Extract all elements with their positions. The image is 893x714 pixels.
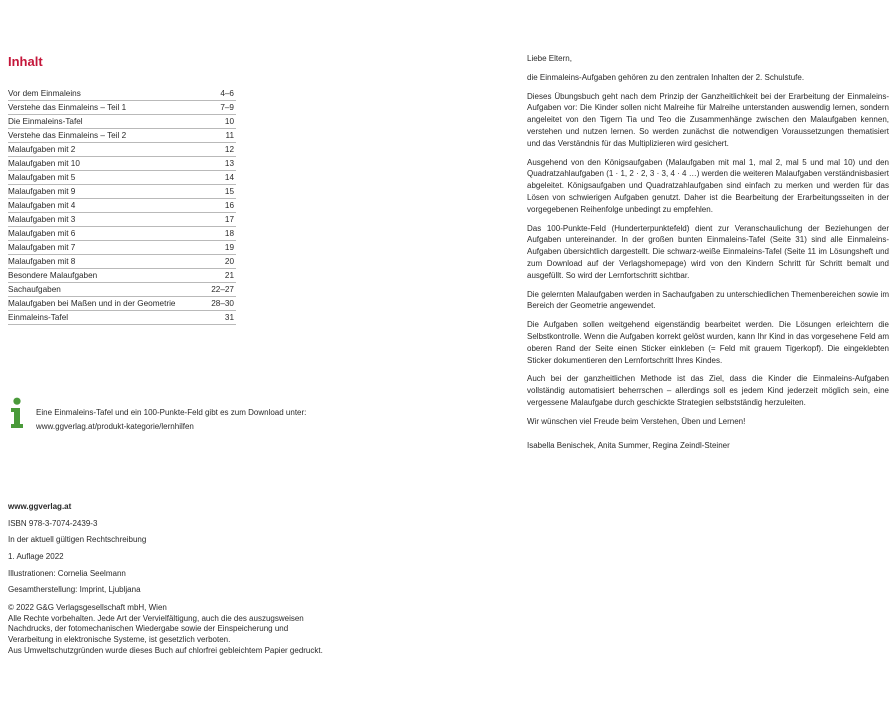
toc-entry-label: Malaufgaben mit 7	[8, 243, 76, 252]
toc-entry	[8, 143, 236, 157]
download-info-line1: Eine Einmaleins-Tafel und ein 100-Punkte-Feld gibt es zum Download unter:	[36, 408, 307, 417]
table-of-contents	[8, 87, 236, 325]
toc-entry-label: Malaufgaben mit 5	[8, 173, 76, 182]
copyright-line: Aus Umweltschutzgründen wurde dieses Buch auf chlorfrei gebleichtem Papier gedruckt.	[8, 645, 323, 655]
toc-entry-page: 20	[224, 257, 234, 266]
publisher-website[interactable]: www.ggverlag.at	[8, 502, 72, 511]
download-url[interactable]: www.ggverlag.at/produkt-kategorie/lernhilfen	[36, 421, 194, 431]
toc-entry-page: 28–30	[211, 299, 234, 308]
toc-entry	[8, 283, 236, 297]
toc-entry-page: 7–9	[220, 103, 234, 112]
toc-entry	[8, 185, 236, 199]
toc-entry-label: Vor dem Einmaleins	[8, 89, 81, 98]
toc-entry-label: Einmaleins-Tafel	[8, 313, 69, 322]
toc-entry-label: Malaufgaben mit 10	[8, 159, 80, 168]
toc-entry-label: Sachaufgaben	[8, 285, 61, 294]
spelling-note: In der aktuell gültigen Rechtschreibung	[8, 535, 147, 545]
toc-entry-page: 14	[224, 173, 234, 182]
toc-entry-page: 17	[224, 215, 234, 224]
toc-entry	[8, 269, 236, 283]
illustrations-credit: Illustrationen: Cornelia Seelmann	[8, 568, 126, 578]
toc-entry-label: Die Einmaleins-Tafel	[8, 117, 83, 126]
toc-entry	[8, 297, 236, 311]
toc-entry-page: 16	[224, 201, 234, 210]
copyright-line: Verarbeitung in elektronische Systeme, ist gesetzlich verboten.	[8, 634, 231, 644]
letter-closing: Wir wünschen viel Freude beim Verstehen, Üben und Lernen!	[527, 416, 746, 426]
copyright-line: Alle Rechte vorbehalten. Jede Art der Vervielfältigung, auch die des auszugsweisen	[8, 613, 304, 623]
toc-entry-page: 11	[225, 131, 234, 140]
toc-entry	[8, 227, 236, 241]
toc-entry-page: 19	[224, 243, 234, 252]
toc-entry	[8, 255, 236, 269]
parents-letter	[527, 53, 889, 458]
toc-entry-label: Malaufgaben mit 6	[8, 229, 76, 238]
isbn: ISBN 978-3-7074-2439-3	[8, 518, 98, 528]
toc-entry-page: 13	[224, 159, 234, 168]
toc-entry-page: 22–27	[211, 285, 234, 294]
toc-entry-page: 15	[224, 187, 234, 196]
letter-paragraph: die Einmaleins-Aufgaben gehören zu den zentralen Inhalten der 2. Schulstufe.	[527, 72, 805, 82]
toc-entry-label: Verstehe das Einmaleins – Teil 1	[8, 103, 127, 112]
toc-entry	[8, 171, 236, 185]
letter-paragraph: Die gelernten Malaufgaben werden in Sachaufgaben zu unterschiedlichen Themenbereichen sowie im Bereich der Geometrie angewendet.	[527, 289, 889, 311]
toc-entry	[8, 129, 236, 143]
toc-entry	[8, 311, 236, 325]
toc-entry-label: Malaufgaben mit 4	[8, 201, 76, 210]
toc-entry	[8, 157, 236, 171]
letter-paragraph: Ausgehend von den Königsaufgaben (Malaufgaben mit mal 1, mal 2, mal 5 und mal 10) und den Quadratzahlaufgaben (1 · 1, 2 · 2, 3 · 3, 4 · 4 …) werden die weiteren Malaufgaben verständnisbasiert abgeleitet. Königsaufgaben und Quadratzahlaufgaben sind einfach zu merken und werden für das Lösen von schwierigen Aufgaben genutzt. Daher ist die Bearbeitung der Erarbeitungsseiten in der vorgegebenen Reihenfolge unbedingt zu empfehlen.	[527, 157, 889, 214]
toc-entry-label: Malaufgaben bei Maßen und in der Geometrie	[8, 299, 176, 308]
toc-entry	[8, 87, 236, 101]
download-info-text	[36, 406, 376, 433]
toc-entry-page: 12	[224, 145, 234, 154]
toc-entry-page: 4–6	[220, 89, 234, 98]
copyright-notice	[8, 603, 388, 656]
toc-entry-label: Besondere Malaufgaben	[8, 271, 98, 280]
letter-paragraph: Das 100-Punkte-Feld (Hunderterpunktefeld) dient zur Veranschaulichung der Beziehungen der Aufgaben untereinander. In der großen bunten Einmaleins-Tafel (Seite 31) sind alle Einmaleins-Aufgaben übersichtlich dargestellt. Die schwarz-weiße Einmaleins-Tafel (Seite 11 im Lösungsheft und zum Download auf der Verlagshomepage) wird von den Kindern Schritt für Schritt bemalt und ausgefüllt. So wird der Lernfortschritt sichtbar.	[527, 223, 889, 280]
letter-greeting: Liebe Eltern,	[527, 54, 572, 63]
toc-entry-page: 18	[224, 229, 234, 238]
letter-paragraph: Auch bei der ganzheitlichen Methode ist das Ziel, dass die Kinder die Einmaleins-Aufgaben vollständig automatisiert beherrschen – allerdings soll es jedem Kind jederzeit möglich sein, eine vergessene Malaufgabe durch geschickte Strategien selbstständig herzuleiten.	[527, 374, 889, 407]
toc-entry	[8, 241, 236, 255]
letter-paragraph: Die Aufgaben sollen weitgehend eigenständig bearbeitet werden. Die Lösungen erleichtern die Selbstkontrolle. Wenn die Aufgaben korrekt gelöst wurden, kann Ihr Kind in das vorgesehene Feld am oberen Rand der Seite einen Sticker einkleben (= Feld mit grauem Tigerkopf). Die eingeklebten Sticker dokumentieren den Lernfortschritt Ihres Kindes.	[527, 320, 889, 365]
toc-title: Inhalt	[8, 54, 43, 69]
toc-entry-label: Verstehe das Einmaleins – Teil 2	[8, 131, 127, 140]
edition: 1. Auflage 2022	[8, 552, 64, 562]
imprint	[8, 499, 388, 656]
info-icon	[10, 397, 24, 429]
toc-entry-label: Malaufgaben mit 2	[8, 145, 76, 154]
toc-entry	[8, 213, 236, 227]
toc-entry	[8, 199, 236, 213]
copyright-line: Nachdrucks, der fotomechanischen Wiedergabe sowie der Einspeicherung und	[8, 624, 289, 634]
toc-entry-label: Malaufgaben mit 8	[8, 257, 76, 266]
toc-entry-page: 21	[224, 271, 234, 280]
copyright-line: © 2022 G&G Verlagsgesellschaft mbH, Wien	[8, 603, 167, 613]
production-credit: Gesamtherstellung: Imprint, Ljubljana	[8, 585, 141, 595]
toc-entry-page: 31	[224, 313, 234, 322]
toc-entry-label: Malaufgaben mit 3	[8, 215, 76, 224]
toc-entry-page: 10	[224, 117, 234, 126]
toc-entry-label: Malaufgaben mit 9	[8, 187, 76, 196]
toc-entry	[8, 101, 236, 115]
toc-entry	[8, 115, 236, 129]
letter-signature: Isabella Benischek, Anita Summer, Regina Zeindl-Steiner	[527, 440, 730, 450]
letter-paragraph: Dieses Übungsbuch geht nach dem Prinzip der Ganzheitlichkeit bei der Erarbeitung der Einmaleins-Aufgaben vor: Die Kinder sollen nicht Malreihe für Malreihe unterstanden auswendig lernen, sondern angeleitet von den Tigern Tia und Teo die Zusammenhänge zwischen den Malaufgaben kennen, verstehen und nutzen lernen. So werden zunächst die notwendigen Voraussetzungen thematisiert und das Verständnis für das Multiplizieren wird gesichert.	[527, 91, 889, 148]
